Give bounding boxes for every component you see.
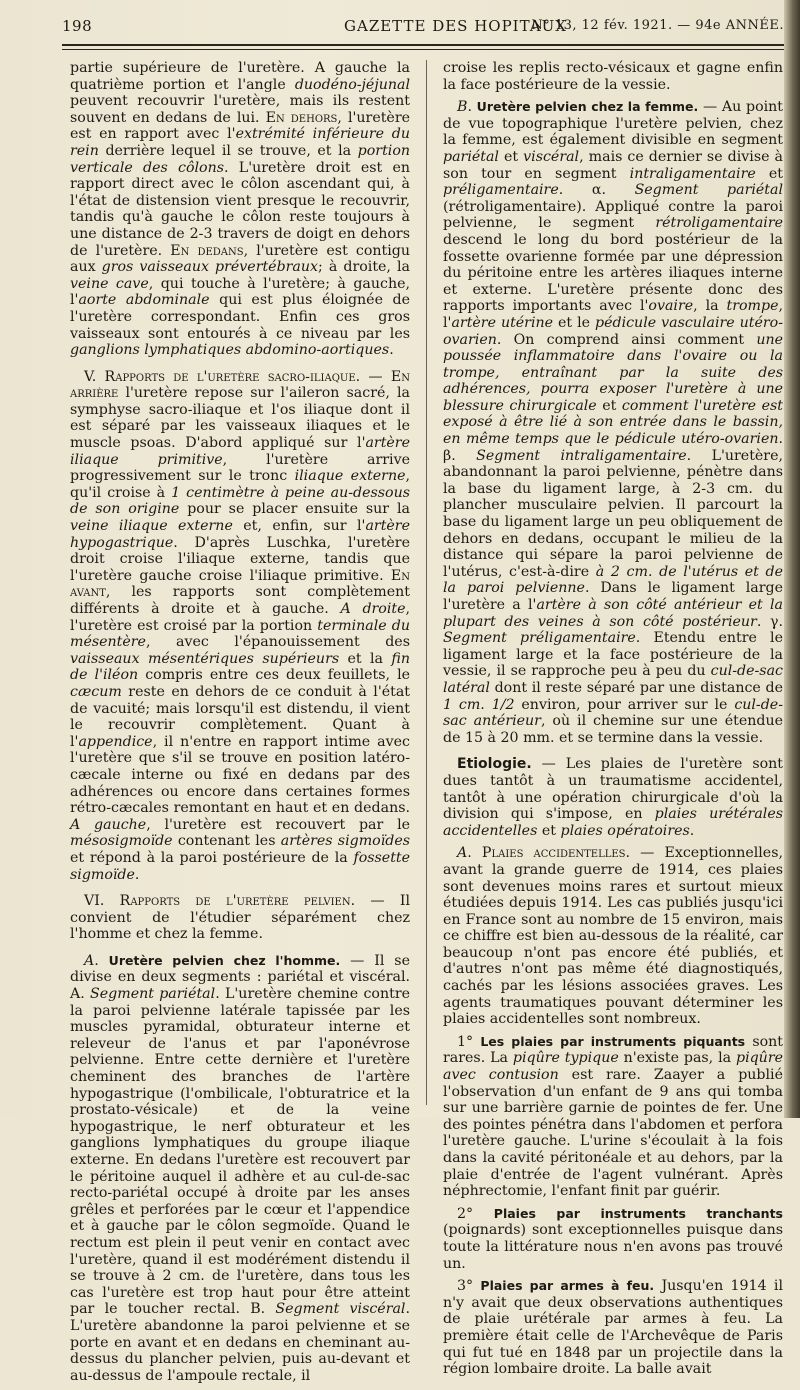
- right-column-paragraph: B. Uretère pelvien chez la femme. — Au point de vue topographique l'uretère pelvien, chez la femme, est également divisible en segment pariétal et viscéral, mais ce dernier se divise à son tour en segment intraligamentaire et préligamentaire. α. Segment pariétal (rétroligamentaire). Appliqué contre la paroi pelvienne, le segment rétroligamentaire descend le long du bord postérieur de la fossette ovarienne formée par une dépression du péritoine entre les artères iliaques interne et externe. L'uretère présente donc des rapports importants avec l'ovaire, la trompe, l'artère utérine et le pédicule vasculaire utéro-ovarien. On comprend ainsi comment une poussée inflammatoire dans l'ovaire ou la trompe, entraînant par la suite des adhérences, pourra exposer l'uretère à une blessure chirurgicale et comment l'uretère est exposé à être lié à son entrée dans le bassin, en même temps que le pédicule utéro-ovarien. β. Segment intraligamentaire. L'uretère, abandonnant la paroi pelvienne, pénètre dans la base du ligament large, à 2-3 cm. du plancher musculaire pelvien. Il parcourt la base du ligament large un peu obliquement de dehors en dedans, occupant le milieu de la distance qui sépare la paroi pelvienne de l'utérus, c'est-à-dire à 2 cm. de l'utérus et de la paroi pelvienne. Dans le ligament large l'uretère a l'artère à son côté antérieur et la plupart des veines à son côté postérieur. γ. Segment préligamentaire. Etendu entre le ligament large et la face postérieure de la vessie, il se rapproche peu à peu du cul-de-sac latéral dont il reste séparé par une distance de 1 cm. 1/2 environ, pour arriver sur le cul-de-sac antérieur, où il chemine sur une étendue de 15 à 20 mm. et se termine dans la vessie.: [443, 99, 784, 746]
- right-column-paragraph: croise les replis recto-vésicaux et gagne enfin la face postérieure de la vessie.: [443, 60, 783, 93]
- page-binding-edge: [784, 0, 800, 1118]
- right-column-paragraph: 1° Les plaies par instruments piquants sont rares. La piqûre typique n'existe pas, la piqûre avec contusion est rare. Zaayer a publié l'observation d'un enfant de 9 ans qui tomba sur une barrière garnie de pointes de fer. Une des pointes pénétra dans l'abdomen et perfora l'uretère gauche. L'urine s'écoulait à la fois dans la cavité péritonéale et au dehors, par la plaie d'entrée de l'agent vulnérant. Après néphrectomie, l'enfant finit par guérir.: [443, 1033, 784, 1200]
- left-column: [70, 60, 410, 1390]
- column-divider: [426, 60, 427, 1105]
- right-column-paragraph: 3° Plaies par armes à feu. Jusqu'en 1914 il n'y avait que deux observations authentiques de plaie urétérale par armes à feu. La première était celle de l'Archevêque de Paris qui fut tué en 1848 par un projectile dans la région lombaire droite. La balle avait: [443, 1278, 783, 1378]
- left-column-paragraph: VI. Rapports de l'uretère pelvien. — Il convient de l'étudier séparément chez l'homme et chez la femme.: [70, 893, 410, 943]
- journal-title: GAZETTE DES HOPITAUX: [344, 17, 567, 35]
- page-number: 198: [62, 17, 93, 35]
- right-column-paragraph: Etiologie. — Les plaies de l'uretère sont dues tantôt à un traumatisme accidentel, tantôt à une opération chirurgicale d'où la division qui s'impose, en plaies urétérales accidentelles et plaies opératoires.: [443, 756, 783, 839]
- right-column-paragraph: A. Plaies accidentelles. — Exceptionnelles, avant la grande guerre de 1914, ces plaies sont devenues moins rares et surtout mieux étudiées depuis 1914. Les cas publiés jusqu'ici en France sont au nombre de 15 environ, mais ce chiffre est bien au-dessous de la réalité, car beaucoup n'ont pas encore été publiés, et d'autres n'ont pas même été diagnostiqués, cachés par les lésions associées graves. Les agents traumatiques pouvant déterminer les plaies accidentelles sont nombreux.: [443, 845, 783, 1028]
- page-header: [62, 14, 784, 40]
- issue-info: N° 13, 12 fév. 1921. — 94e ANNÉE.: [531, 18, 784, 33]
- left-column-paragraph: A. Uretère pelvien chez l'homme. — Il se divise en deux segments : pariétal et viscéral. A. Segment pariétal. L'uretère chemine contre la paroi pelvienne latérale tapissée par les muscles pyramidal, obturateur interne et releveur de l'anus et par l'aponévrose pelvienne. Entre cette dernière et l'uretère cheminent des branches de l'artère hypogastrique (l'ombilicale, l'obturatrice et la prostato-vésicale) et de la veine hypogastrique, le nerf obturateur et les ganglions lymphatiques du groupe iliaque externe. En dedans l'uretère est recouvert par le péritoine auquel il adhère et au cul-de-sac recto-pariétal occupé à droite par les anses grêles et perforées par le cœur et l'appendice et à gauche par le côlon segmoïde. Quand le rectum est plein il peut venir en contact avec l'uretère, quand il est modérément distendu il se trouve à 2 cm. de l'uretère, dans tous les cas l'uretère est trop haut pour être atteint par le toucher rectal. B. Segment viscéral. L'uretère abandonne la paroi pelvienne et se porte en avant et en dedans en cheminant au-dessus du plancher pelvien, puis au-devant et au-dessus de l'ampoule rectale, il: [70, 952, 410, 1384]
- right-column-paragraph: 2° Plaies par instruments tranchants (poignards) sont exceptionnelles puisque dans toute la littérature nous n'en avons pas trouvé un.: [443, 1205, 783, 1272]
- right-column: [443, 60, 783, 1384]
- left-column-paragraph: partie supérieure de l'uretère. A gauche la quatrième portion et l'angle duodéno-jéjunal peuvent recouvrir l'uretère, mais ils restent souvent en dedans de lui. En dehors, l'uretère est en rapport avec l'extrémité inférieure du rein derrière lequel il se trouve, et la portion verticale des côlons. L'uretère droit est en rapport direct avec le côlon ascendant qui, à l'état de distension vient presque le recouvrir, tandis qu'à gauche le côlon reste toujours à une distance de 2-3 travers de doigt en dehors de l'uretère. En dedans, l'uretère est contigu aux gros vaisseaux prévertébraux; à droite, la veine cave, qui touche à l'uretère; à gauche, l'aorte abdominale qui est plus éloignée de l'uretère correspondant. Enfin ces gros vaisseaux sont entourés à ce niveau par les ganglions lymphatiques abdomino-aortiques.: [70, 60, 411, 359]
- header-rule: [62, 44, 784, 46]
- left-column-paragraph: V. Rapports de l'uretère sacro-iliaque. — En arrière l'uretère repose sur l'aileron sacré, la symphyse sacro-iliaque et l'os iliaque dont il est séparé par les vaisseaux iliaques et le muscle psoas. D'abord appliqué sur l'artère iliaque primitive, l'uretère arrive progressivement sur le tronc iliaque externe, qu'il croise à 1 centimètre à peine au-dessous de son origine pour se placer ensuite sur la veine iliaque externe et, enfin, sur l'artère hypogastrique. D'après Luschka, l'uretère droit croise l'iliaque externe, tandis que l'uretère gauche croise l'iliaque primitive. En avant, les rapports sont complètement différents à droite et à gauche. A droite, l'uretère est croisé par la portion terminale du mésentère, avec l'épanouissement des vaisseaux mésentériques supérieurs et la fin de l'iléon compris entre ces deux feuillets, le cæcum reste en dehors de ce conduit à l'état de vacuité; mais lorsqu'il est distendu, il vient le recouvrir complètement. Quant à l'appendice, il n'entre en rapport intime avec l'uretère que s'il se trouve en position latéro-cæcale interne ou fixé en dedans par des adhérences ou encore dans certaines formes rétro-cæcales remontant en haut et en dedans. A gauche, l'uretère est recouvert par le mésosigmoïde contenant les artères sigmoïdes et répond à la paroi postérieure de la fossette sigmoïde.: [70, 368, 411, 883]
- header-rule-thin: [62, 49, 784, 50]
